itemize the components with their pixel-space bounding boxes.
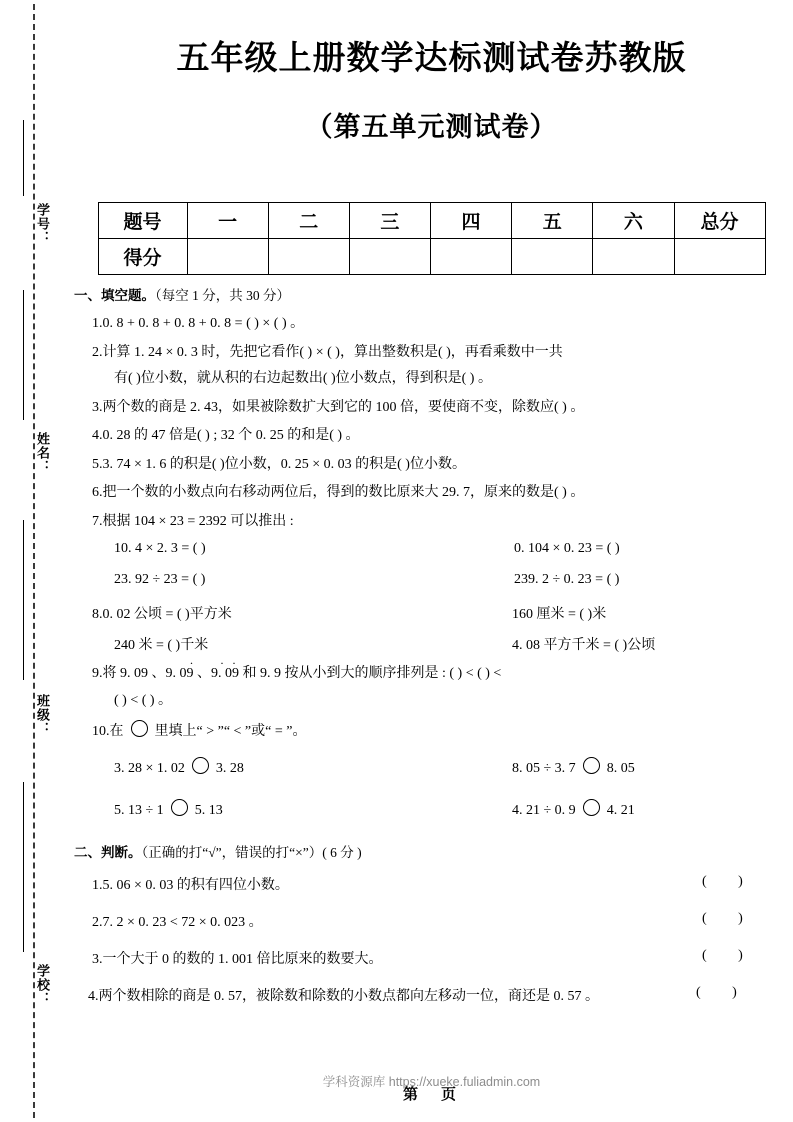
tf-question-3-text: 一个大于 0 的数的 1. 001 倍比原来的数要大。: [102, 951, 383, 967]
compare-circle-icon-3[interactable]: [171, 799, 188, 816]
score-cell-4[interactable]: [430, 239, 511, 275]
seal-rule-1: [23, 120, 24, 196]
tf-question-1-text: 5. 06 × 0. 03 的积有四位小数。: [102, 877, 289, 893]
tf-answer-bracket-3[interactable]: ( ): [702, 947, 757, 963]
seal-rule-3: [23, 520, 24, 680]
compare-circle-icon-2[interactable]: [583, 757, 600, 774]
tf-answer-bracket-2[interactable]: ( ): [702, 910, 757, 926]
question-8-pair-row-1: [92, 603, 793, 623]
question-9-text-part-c: 、9.: [193, 666, 225, 681]
question-5-number: 5.: [92, 456, 103, 472]
question-7-stem-text: 根据 104 × 23 = 2392 可以推出 :: [102, 513, 294, 529]
watermark-text: 学科资源库 https://xueke.fuliadmin.com: [322, 1075, 541, 1089]
score-cell-1[interactable]: [187, 239, 268, 275]
binding-margin-strip: [0, 0, 70, 1122]
score-cell-3[interactable]: [349, 239, 430, 275]
question-1-number: 1.: [92, 316, 103, 331]
question-2-text-line-2: 有( )位小数，就从积的右边起数出( )位小数点，得到积是( ) 。: [114, 371, 492, 386]
page-subtitle: （第五单元测试卷）: [305, 112, 558, 142]
question-2-line-1: [92, 344, 793, 362]
question-10-compare-1-left: 3. 28 × 1. 02: [114, 760, 185, 776]
question-7-stem: [92, 513, 793, 531]
score-table-col-6: 六: [593, 203, 674, 239]
question-7-expr-4: 239. 2 ÷ 0. 23 = ( ): [514, 572, 620, 587]
question-10-compare-4: [512, 799, 635, 819]
table-row-scores: [98, 239, 765, 275]
question-8-expr-2: 160 厘米 = ( )米: [512, 607, 607, 622]
seal-dashed-line: [33, 4, 35, 1118]
score-table: [98, 202, 766, 275]
question-8-line-1: [92, 603, 232, 623]
question-7-pair-row-1: [114, 541, 793, 561]
score-table-col-3: 三: [349, 203, 430, 239]
score-table-row-label-number: 题号: [98, 203, 187, 239]
question-8-expr-4: 4. 08 平方千米 = ( )公顷: [512, 638, 656, 653]
question-10-compare-2-right: 8. 05: [606, 760, 635, 776]
question-4-number: 4.: [92, 428, 103, 443]
question-3: [92, 399, 793, 417]
score-table-col-total: 总分: [674, 203, 765, 239]
question-10-compare-3: [114, 799, 223, 819]
question-10-compare-3-right: 5. 13: [194, 802, 223, 818]
question-10-compare-4-right: 4. 21: [606, 802, 635, 818]
score-table-row-label-score: 得分: [98, 239, 187, 275]
question-9-text-line-2: ( ) < ( ) 。: [114, 692, 173, 708]
score-cell-6[interactable]: [593, 239, 674, 275]
score-cell-2[interactable]: [268, 239, 349, 275]
seal-rule-4: [23, 782, 24, 952]
score-table-col-5: 五: [512, 203, 593, 239]
question-10-stem: [92, 720, 793, 741]
table-row-header: [98, 203, 765, 239]
question-10-compare-row-1: [114, 757, 793, 777]
question-9-repeating-digits-2: 09 ··: [225, 666, 239, 681]
tf-question-2: [92, 911, 793, 930]
question-10-compare-2-left: 8. 05 ÷ 3. 7: [512, 760, 576, 776]
question-9-text-part-a: 将 9. 09 、9. 0: [102, 666, 187, 681]
section-1-title: 一、填空题。: [74, 288, 155, 303]
page-number: 第 页: [402, 1086, 460, 1103]
question-9-text-part-e: 和 9. 9 按从小到大的顺序排列是 : ( ) < ( ) <: [239, 666, 502, 681]
question-3-number: 3.: [92, 399, 103, 415]
seal-label-student-id: 学号：: [35, 203, 50, 245]
tf-answer-bracket-4[interactable]: ( ): [696, 984, 751, 1000]
score-cell-total[interactable]: [674, 239, 765, 275]
exam-page: [70, 0, 793, 1122]
page-title: 五年级上册数学达标测试卷苏教版: [176, 39, 687, 76]
question-4: [92, 427, 793, 445]
question-10-compare-2: [512, 757, 635, 777]
tf-question-1: [92, 874, 793, 893]
question-7-expr-2: 0. 104 × 0. 23 = ( ): [514, 541, 620, 556]
question-6-number: 6.: [92, 485, 103, 500]
question-9-number: 9.: [92, 666, 103, 681]
seal-label-school: 学校：: [35, 964, 50, 1006]
section-heading-fill-in-blank: [74, 284, 793, 304]
section-heading-true-false: [74, 841, 793, 861]
tf-question-4-text: 两个数相除的商是 0. 57，被除数和除数的小数点都向左移动一位，商还是 0. 57 。: [98, 988, 599, 1004]
tf-question-2-number: 2.: [92, 914, 103, 930]
score-cell-5[interactable]: [512, 239, 593, 275]
question-6-text: 把一个数的小数点向右移动两位后，得到的数比原来大 29. 7，原来的数是( ) 。: [102, 485, 585, 500]
score-table-col-4: 四: [430, 203, 511, 239]
question-8-pair-row-2: [114, 634, 793, 654]
section-2-note: （正确的打“√”，错误的打“×”）( 6 分 ): [141, 844, 362, 860]
tf-question-4: [88, 985, 793, 1004]
seal-rule-2: [23, 290, 24, 420]
question-8-number: 8.: [92, 607, 103, 622]
score-table-col-1: 一: [187, 203, 268, 239]
question-8-expr-1: 0. 02 公顷 = ( )平方米: [102, 607, 232, 622]
question-7-expr-3: 23. 92 ÷ 23 = ( ): [114, 572, 206, 587]
tf-question-2-text: 7. 2 × 0. 23 < 72 × 0. 023 。: [102, 914, 263, 930]
question-9-line-2: [114, 692, 793, 710]
section-1-note: （每空 1 分，共 30 分）: [155, 288, 290, 303]
question-2-number: 2.: [92, 344, 103, 360]
question-3-text: 两个数的商是 2. 43，如果被除数扩大到它的 100 倍，要使商不变，除数应( ) 。: [102, 399, 585, 415]
question-10-compare-row-2: [114, 799, 793, 819]
compare-circle-icon-4[interactable]: [583, 799, 600, 816]
question-10-compare-1-right: 3. 28: [215, 760, 244, 776]
question-7-number: 7.: [92, 513, 103, 529]
question-8-expr-3: 240 米 = ( )千米: [114, 638, 209, 653]
question-10-compare-1: [114, 757, 244, 777]
question-10-stem-part-a: 在: [109, 724, 124, 739]
question-1: [92, 315, 793, 333]
score-table-container: [98, 202, 766, 275]
question-10-compare-3-left: 5. 13 ÷ 1: [114, 802, 164, 818]
question-5: [92, 456, 793, 474]
question-10-stem-part-b: 里填上“ > ”“ < ”或“ = ”。: [154, 724, 307, 739]
question-6: [92, 484, 793, 502]
score-table-col-2: 二: [268, 203, 349, 239]
question-2-text-line-1: 计算 1. 24 × 0. 3 时，先把它看作( ) × ( )，算出整数积是( )，再看乘数中一共: [102, 344, 563, 360]
question-5-text: 3. 74 × 1. 6 的积是( )位小数，0. 25 × 0. 03 的积是( )位小数。: [102, 456, 466, 472]
question-2-line-2: [114, 370, 793, 388]
question-7-expr-1: 10. 4 × 2. 3 = ( ): [114, 541, 206, 556]
seal-label-name: 姓名：: [35, 432, 50, 474]
tf-question-3-number: 3.: [92, 951, 103, 967]
tf-question-3: [92, 948, 793, 967]
question-4-text: 0. 28 的 47 倍是( ) ; 32 个 0. 25 的和是( ) 。: [102, 428, 360, 443]
question-9-repeating-digit-1: 9 ·: [187, 666, 194, 681]
tf-question-4-number: 4.: [88, 988, 99, 1004]
question-10-number: 10.: [92, 724, 110, 739]
question-9-line-1: [92, 665, 793, 683]
question-1-text: 0. 8 + 0. 8 + 0. 8 + 0. 8 = ( ) × ( ) 。: [102, 316, 305, 331]
section-2-title: 二、判断。: [74, 844, 142, 860]
circle-icon: [131, 720, 148, 737]
tf-question-1-number: 1.: [92, 877, 103, 893]
question-7-pair-row-2: [114, 572, 793, 592]
tf-answer-bracket-1[interactable]: ( ): [702, 873, 757, 889]
compare-circle-icon-1[interactable]: [192, 757, 209, 774]
seal-label-class: 班级：: [35, 694, 50, 736]
question-10-compare-4-left: 4. 21 ÷ 0. 9: [512, 802, 576, 818]
